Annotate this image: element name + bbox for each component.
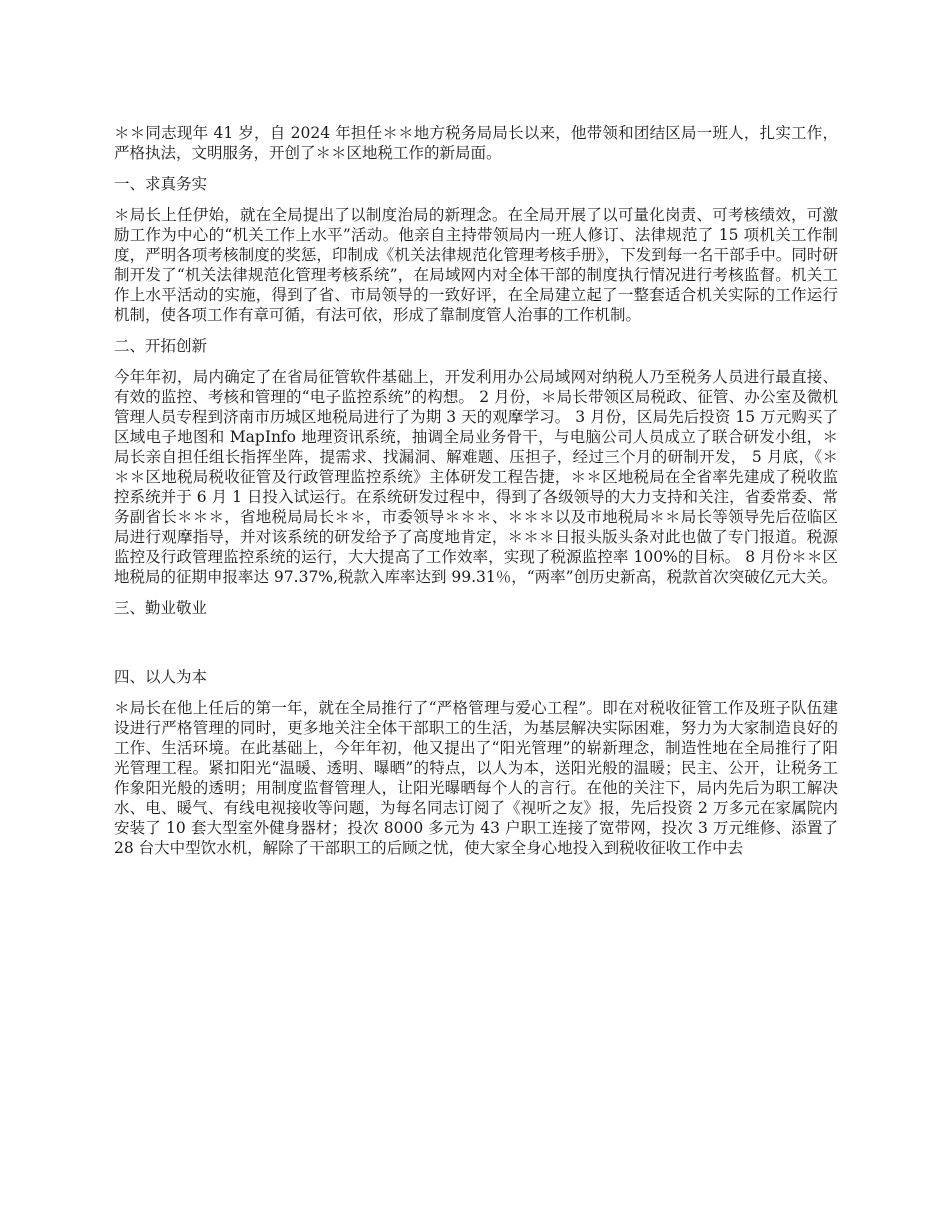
- section-body-4: ＊局长在他上任后的第一年，就在全局推行了“严格管理与爱心工程”。即在对税收征管工作及班子队伍建设进行严格管理的同时，更多地关注全体干部职工的生活，为基层解决实际困难，努力为大家制造良好的工作、生活环境。在此基础上，今年年初，他又提出了“阳光管理”的崭新理念，制造性地在全局推行了阳光管理工程。紧扣阳光“温暖、透明、曝晒”的特点，以人为本，送阳光般的温暖；民主、公开，让税务工作象阳光般的透明；用制度监督管理人，让阳光曝晒每个人的言行。在他的关注下，局内先后为职工解决水、电、暖气、有线电视接收等问题，为每名同志订阅了《视听之友》报，先后投资 2 万多元在家属院内安装了 10 套大型室外健身器材；投次 8000 多元为 43 户职工连接了宽带网，投次 3 万元维修、添置了 28 台大中型饮水机，解除了干部职工的后顾之忧，使大家全身心地投入到税收征收工作中去: [114, 699, 838, 857]
- section-body-3-empty: [114, 629, 838, 667]
- section-body-1: ＊局长上任伊始，就在全局提出了以制度治局的新理念。在全局开展了以可量化岗责、可考核绩效，可激励工作为中心的“机关工作上水平”活动。他亲自主持带领局内一班人修订、法律规范了 15 项机关工作制度，严明各项考核制度的奖惩，印制成《机关法律规范化管理考核手册》，下发到每一名干部手中。同时研制开发了“机关法律规范化管理考核系统”，在局域网内对全体干部的制度执行情况进行考核监督。机关工作上水平活动的实施，得到了省、市局领导的一致好评，在全局建立起了一整套适合机关实际的工作运行机制，使各项工作有章可循，有法可依，形成了靠制度管人治事的工作机制。: [114, 206, 838, 324]
- intro-paragraph: ＊＊同志现年 41 岁，自 2024 年担任＊＊地方税务局局长以来，他带领和团结区局一班人，扎实工作，严格执法，文明服务，开创了＊＊区地税工作的新局面。: [114, 124, 838, 162]
- document-body: [114, 123, 838, 869]
- section-heading-4: 四、以人为本: [114, 668, 208, 686]
- section-heading-1: 一、求真务实: [114, 175, 208, 193]
- section-heading-2: 二、开拓创新: [114, 337, 208, 355]
- section-heading-3: 三、勤业敬业: [114, 599, 208, 617]
- section-body-2: 今年年初，局内确定了在省局征管软件基础上，开发利用办公局域网对纳税人乃至税务人员进行最直接、有效的监控、考核和管理的“电子监控系统”的构想。 2 月份，＊局长带领区局税政、征管、办公室及微机管理人员专程到济南市历城区地税局进行了为期 3 天的观摩学习。 3 月份，区局先后投资 15 万元购买了区域电子地图和 MapInfo 地理资讯系统，抽调全局业务骨干，与电脑公司人员成立了联合研发小组，＊局长亲自担任组长指挥坐阵，提需求、找漏洞、解难题、压担子，经过三个月的研制开发， 5 月底，《＊＊＊区地税局税收征管及行政管理监控系统》主体研发工程告捷，＊＊区地税局在全省率先建成了税收监控系统并于 6 月 1 日投入试运行。在系统研发过程中，得到了各级领导的大力支持和关注，省委常委、常务副省长＊＊＊，省地税局局长＊＊，市委领导＊＊＊、＊＊＊以及市地税局＊＊局长等领导先后莅临区局进行观摩指导，并对该系统的研发给予了高度地肯定，＊＊＊日报头版头条对此也做了专门报道。税源监控及行政管理监控系统的运行，大大提高了工作效率，实现了税源监控率 100%的目标。 8 月份＊＊区地税局的征期申报率达 97.37%,税款入库率达到 99.31％，“两率”创历史新高，税款首次突破亿元大关。: [114, 368, 838, 586]
